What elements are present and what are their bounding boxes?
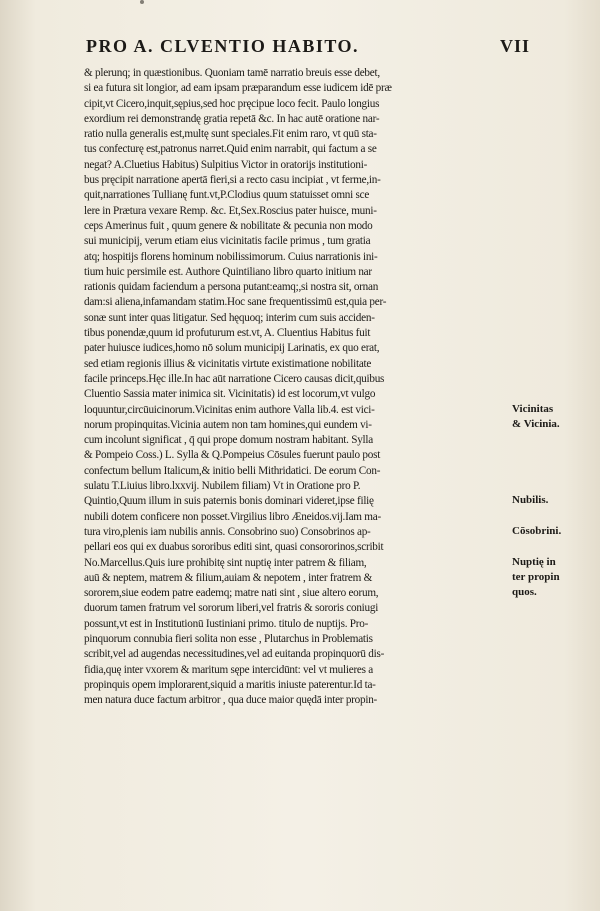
ink-speck: [140, 0, 144, 4]
text-line: loquuntur,circūuicinorum.Vicinitas enim authore Valla lib.4. est vici-: [84, 403, 375, 416]
text-line: ceps Amerinus fuit , quum genere & nobilitate & pecunia non modo: [84, 219, 373, 232]
text-line: tibus ponendæ,quum id profuturum est.vt, A. Cluentius Habitus fuit: [84, 327, 371, 340]
text-line: lere in Prætura vexare Remp. &c. Et,Sex.Roscius pater huisce, muni-: [84, 204, 377, 217]
text-line: Cluentio Sassia mater inimica sit. Vicinitatis) id est locorum,vt vulgo: [84, 388, 376, 401]
text-line: & plerunq; in quæstionibus. Quoniam tamē narratio breuis esse debet,: [84, 67, 380, 79]
text-line: possunt,vt est in Institutionū Iustiniani primo. titulo de nuptijs. Pro-: [84, 617, 369, 630]
text-line: cipit,vt Cicero,inquit,sępius,sed hoc pręcipue loco fecit. Paulo longius: [84, 97, 380, 110]
text-line: propinquis opem implorarent,siquid a maritis iniuste paterentur.Id ta-: [84, 678, 376, 691]
running-head: PRO A. CLVENTIO HABITO.: [86, 36, 360, 56]
text-line: auū & neptem, matrem & filium,auiam & nepotem , inter fratrem &: [84, 571, 373, 584]
text-line: si ea futura sit longior, ad eam ipsam præparandum esse iudicem idē præ: [84, 82, 392, 95]
text-line: duorum tamen fratrum vel sororum liberi,vel fratris & sororis coniugi: [84, 602, 379, 615]
margin-note: quos.: [512, 586, 537, 599]
text-line: norum propinquitas.Vicinia autem non tam homines,qui eundem vi-: [84, 418, 372, 431]
text-line: sui municipij, verum etiam eius vicinitatis facile primus , tum gratia: [84, 235, 371, 248]
text-line: quit,narrationes Tullianę funt.vt,P.Clodius quum statuisset omni sce: [84, 189, 370, 202]
margin-note: Nubilis.: [512, 494, 549, 507]
text-line: Quintio,Quum illum in suis paternis bonis dominari videret,ipse filię: [84, 495, 374, 508]
text-line: exordium rei demonstrandę gratia repetā &c. In hac autē oratione nar-: [84, 112, 380, 125]
text-line: sororem,siue eodem patre eademq; matre nati sint , siue altero eorum,: [84, 587, 379, 600]
margin-note: Vicinitas: [512, 402, 554, 415]
text-line: bus pręcipit narratione apertā fieri,si a recto casu incipiat , vt ferme,in-: [84, 174, 381, 187]
text-line: tura viro,plenis iam nubilis annis. Consobrino suo) Consobrinos ap-: [84, 525, 371, 538]
margin-note: & Vicinia.: [512, 417, 560, 430]
text-line: tium huic persimile est. Authore Quintiliano libro quarto initium nar: [84, 265, 372, 278]
text-line: No.Marcellus.Quis iure prohibitę sint nuptię inter patrem & filiam,: [84, 556, 367, 569]
main-text-column: [84, 66, 562, 708]
text-line: cum incolunt significat , q̄ qui prope domum nostram habitant. Sylla: [84, 434, 373, 447]
text-line: rationis quidam faciendum a persona putant:eamq;,si nostra sit, ornan: [84, 281, 379, 294]
text-line: men natura duce factum arbitror , qua duce maior quędā inter propin-: [84, 694, 378, 707]
text-line: & Pompeio Coss.) L. Sylla & Q.Pompeius Cōsules fuerunt paulo post: [84, 449, 381, 462]
text-line: pellari eos qui ex duabus sororibus editi sint, quasi consororinos,scribit: [84, 541, 384, 554]
text-line: ratio nulla generalis est,multę sunt speciales.Fit enim raro, vt quū sta-: [84, 128, 377, 141]
text-line: fidia,quę inter vxorem & maritum sępe intercidūnt: vel vt mulieres a: [84, 663, 374, 676]
text-line: atq; hospitijs florens hominum nobilissimorum. Cuius narrationis ini-: [84, 250, 378, 263]
text-line: dam:si aliena,infamandam statim.Hoc sane frequentissimū est,quia per-: [84, 296, 387, 309]
text-line: sed etiam regionis illius & vicinitatis virtute existimatione nobilitate: [84, 357, 372, 370]
text-line: sonæ sunt inter quas litigatur. Sed hęquoq; interim cum suis acciden-: [84, 311, 375, 324]
margin-note: Cōsobrini.: [512, 525, 562, 537]
folio-number: VII: [500, 36, 531, 56]
text-line: nubili dotem conficere non posset.Virgilius libro Æneidos.vij.Iam ma-: [84, 510, 381, 523]
text-line: pinquorum connubia fieri solita non esse , Plutarchus in Problematis: [84, 632, 373, 645]
text-line: pater huiusce iudices,homo nō solum municipij Larinatis, ex quo erat,: [84, 342, 380, 355]
text-line: negat? A.Cluetius Habitus) Sulpitius Victor in oratorijs institutioni-: [84, 158, 368, 171]
margin-note: Nuptię in: [512, 555, 556, 568]
text-line: scribit,vel ad augendas necessitudines,vel ad euitanda propinquorū dis-: [84, 648, 385, 661]
page-header: [0, 36, 600, 58]
margin-note: ter propin: [512, 570, 560, 583]
text-line: tus confecturę est,patronus narret.Quid enim narrabit, qui factum a se: [84, 143, 377, 156]
text-line: facile princeps.Hęc ille.In hac aūt narratione Cicero causas dicit,quibus: [84, 372, 385, 385]
text-line: sulatu T.Liuius libro.lxxvij. Nubilem filiam) Vt in Oratione pro P.: [84, 480, 361, 493]
text-line: confectum bellum Italicum,& initio belli Mithridatici. De eorum Con-: [84, 464, 381, 477]
